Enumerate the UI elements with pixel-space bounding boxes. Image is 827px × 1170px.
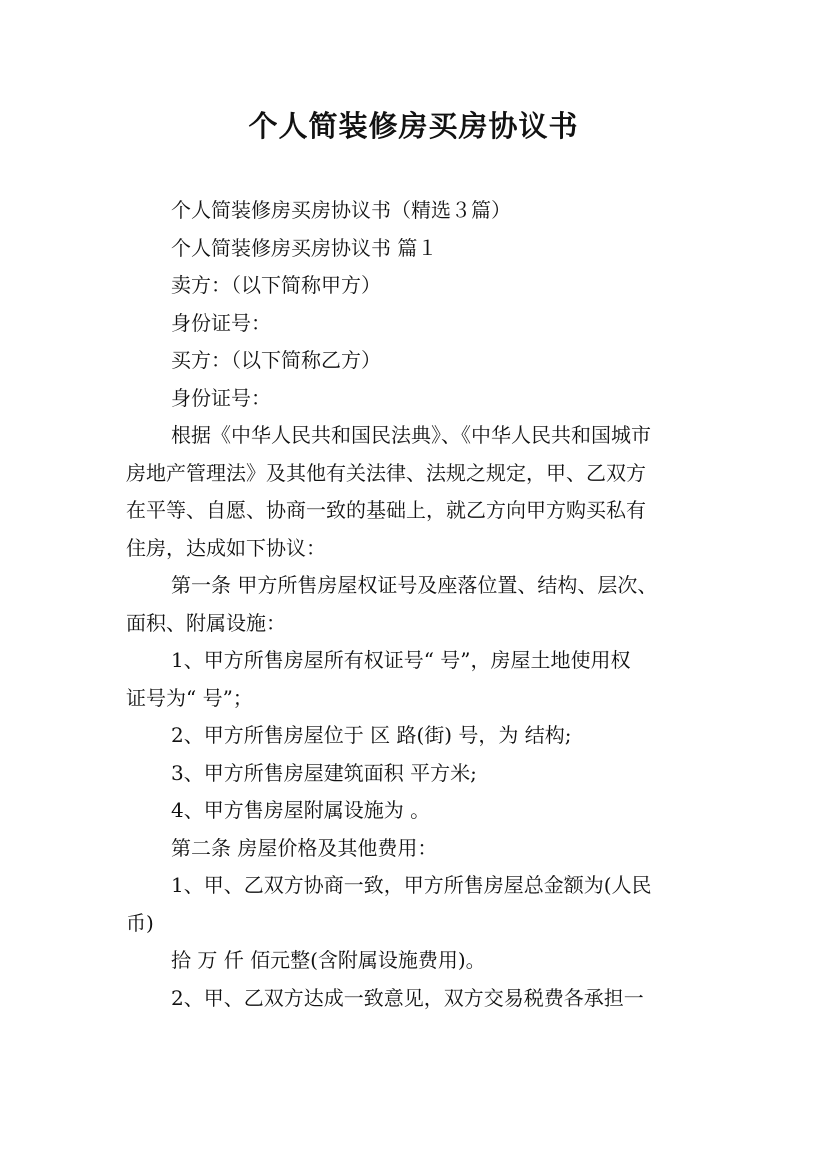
text-line: 第一条 甲方所售房屋权证号及座落位置、结构、层次、 — [171, 573, 658, 597]
text-line: 个人简装修房买房协议书 篇１ — [171, 235, 438, 260]
text-line: 个人简装修房买房协议书（精选３篇） — [171, 198, 511, 222]
text-line: 房地产管理法》及其他有关法律、法规之规定，甲、乙双方 — [126, 460, 646, 485]
text-line: 卖方：（以下简称甲方） — [171, 273, 381, 297]
text-line: 拾 万 仟 佰元整(含附属设施费用)。 — [171, 948, 486, 972]
text-line: 第二条 房屋价格及其他费用： — [171, 835, 438, 860]
document-title: 个人简装修房买房协议书 — [248, 109, 579, 143]
text-line: 身份证号： — [171, 385, 271, 410]
document-body — [126, 192, 716, 1017]
text-line: 面积、附属设施： — [126, 610, 286, 635]
text-line: 币) — [126, 910, 154, 935]
text-line: 证号为“ 号”； — [126, 685, 253, 710]
text-line: 身份证号： — [171, 310, 271, 335]
text-line: 在平等、自愿、协商一致的基础上，就乙方向甲方购买私有 — [126, 498, 646, 522]
text-line: 1、甲、乙双方协商一致，甲方所售房屋总金额为(人民 — [171, 873, 652, 897]
text-line: 3、甲方所售房屋建筑面积 平方米; — [171, 760, 477, 785]
text-line: 4、甲方售房屋附属设施为 。 — [171, 798, 431, 822]
text-line: 2、甲、乙双方达成一致意见，双方交易税费各承担一 — [171, 985, 644, 1010]
text-line: 1、甲方所售房屋所有权证号“ 号”，房屋土地使用权 — [171, 648, 631, 672]
text-line: 买方：（以下简称乙方） — [171, 348, 381, 372]
text-line: 住房，达成如下协议： — [126, 535, 326, 560]
text-line: 根据《中华人民共和国民法典》、《中华人民共和国城市 — [171, 423, 651, 447]
text-line: 2、甲方所售房屋位于 区 路(街) 号，为 结构; — [171, 723, 572, 747]
